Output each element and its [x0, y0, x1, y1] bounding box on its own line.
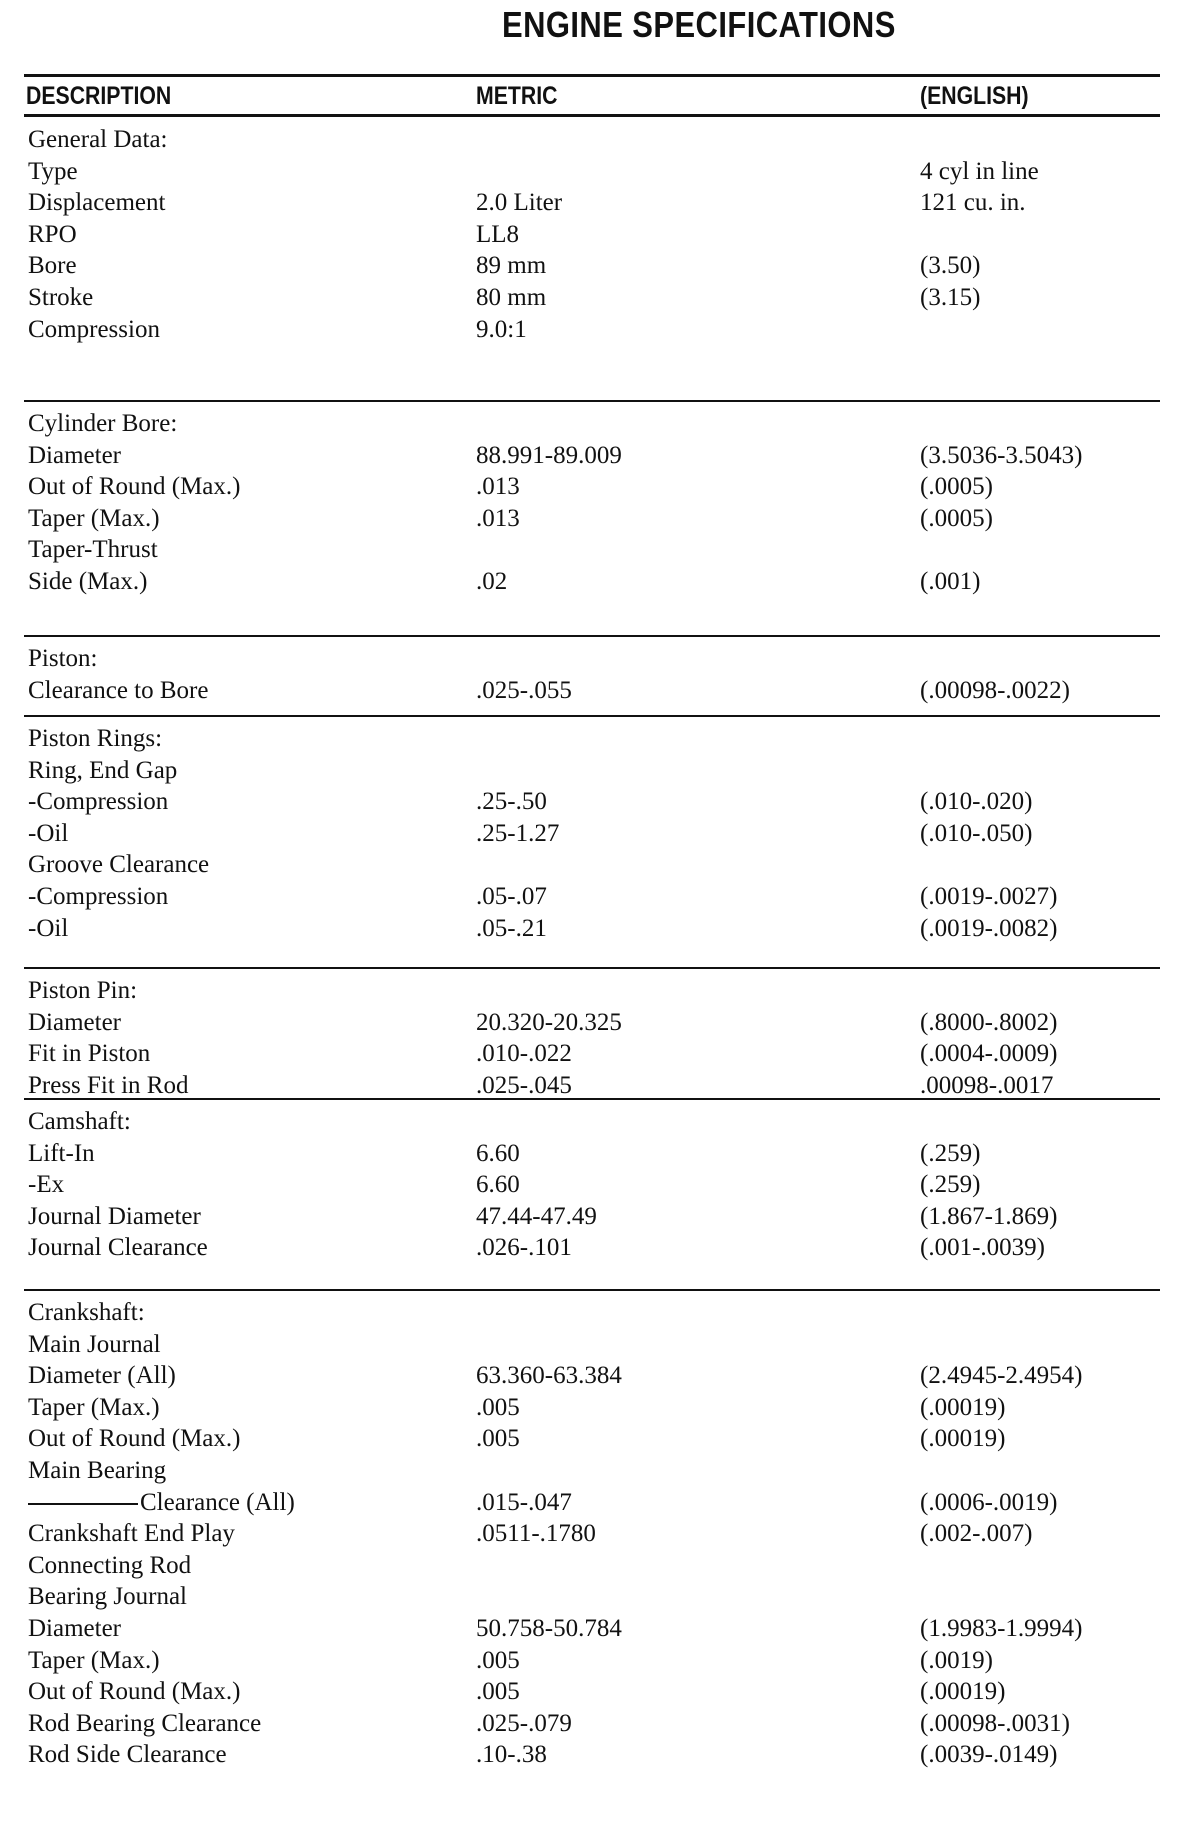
row-english-value: (.0004-.0009)	[920, 1040, 1058, 1068]
table-row	[0, 566, 1184, 598]
row-metric-value: .025-.045	[476, 1071, 572, 1099]
row-metric-value: 50.758-50.784	[476, 1615, 622, 1642]
row-english-value: .00098-.0017	[920, 1071, 1054, 1099]
row-english-value: (.00098-.0022)	[920, 676, 1070, 704]
row-english-value: (3.5036-3.5043)	[920, 441, 1083, 469]
section-divider	[24, 400, 1160, 402]
row-english-value: (.010-.050)	[920, 819, 1033, 847]
row-description: Compression	[28, 315, 160, 343]
row-description: Side (Max.)	[28, 568, 148, 595]
row-description: RPO	[28, 220, 77, 248]
table-row	[0, 755, 1184, 787]
table-row	[0, 1613, 1184, 1645]
table-row	[0, 1329, 1184, 1361]
table-row	[0, 1487, 1184, 1519]
row-metric-value: .005	[476, 1425, 520, 1453]
row-description: Connecting Rod	[28, 1551, 192, 1579]
row-description: Lift-In	[28, 1139, 95, 1167]
table-row	[0, 1297, 1184, 1329]
row-metric-value: .025-.079	[476, 1709, 572, 1737]
table-row	[0, 975, 1184, 1007]
row-description: Piston:	[28, 645, 98, 672]
row-english-value: (.0005)	[920, 473, 993, 501]
table-row	[0, 314, 1184, 346]
row-metric-value: .0511-.1780	[476, 1520, 596, 1548]
row-description: Rod Side Clearance	[28, 1741, 227, 1769]
table-row	[0, 1676, 1184, 1708]
table-row	[0, 1232, 1184, 1264]
row-english-value: (1.9983-1.9994)	[920, 1615, 1083, 1642]
table-row	[0, 250, 1184, 282]
row-description: Displacement	[28, 189, 166, 217]
row-metric-value: .25-.50	[476, 788, 547, 816]
table-row	[0, 1169, 1184, 1201]
table-row	[0, 1423, 1184, 1455]
table-row	[0, 675, 1184, 707]
row-description: -Ex	[28, 1171, 65, 1199]
row-metric-value: 89 mm	[476, 252, 547, 280]
row-english-value: (.002-.007)	[920, 1520, 1033, 1548]
table-row	[0, 1106, 1184, 1138]
row-english-value: (.00019)	[920, 1393, 1006, 1421]
row-description: Journal Clearance	[28, 1234, 208, 1262]
table-row	[0, 1201, 1184, 1233]
row-metric-value: 9.0:1	[476, 315, 527, 343]
row-description: Bearing Journal	[28, 1583, 187, 1611]
row-metric-value: .005	[476, 1678, 520, 1706]
row-description: -Oil	[28, 914, 69, 942]
row-metric-value: 63.360-63.384	[476, 1362, 622, 1390]
row-metric-value: .02	[476, 568, 508, 595]
column-header-english: (ENGLISH)	[920, 82, 1029, 110]
row-description: Taper (Max.)	[28, 504, 160, 532]
row-english-value: (.001-.0039)	[920, 1234, 1045, 1262]
row-metric-value: 47.44-47.49	[476, 1202, 597, 1230]
table-row	[0, 1360, 1184, 1392]
row-english-value: (.010-.020)	[920, 788, 1033, 816]
row-english-value: (.8000-.8002)	[920, 1008, 1058, 1036]
row-description: Diameter	[28, 1615, 122, 1642]
table-row	[0, 818, 1184, 850]
row-english-value: (.00019)	[920, 1678, 1006, 1706]
row-metric-value: .10-.38	[476, 1741, 547, 1769]
row-metric-value: 88.991-89.009	[476, 441, 622, 469]
row-description: Fit in Piston	[28, 1040, 151, 1068]
row-description: Out of Round (Max.)	[28, 473, 241, 501]
section-divider	[24, 635, 1160, 637]
row-metric-value: 20.320-20.325	[476, 1008, 622, 1036]
row-description: Main Bearing	[28, 1457, 167, 1484]
row-english-value: (2.4945-2.4954)	[920, 1362, 1083, 1390]
row-metric-value: 80 mm	[476, 284, 547, 311]
table-row	[0, 1392, 1184, 1424]
leader-dash	[28, 1503, 138, 1505]
page-title: ENGINE SPECIFICATIONS	[502, 4, 896, 45]
table-row	[0, 1455, 1184, 1487]
row-metric-value: .05-.07	[476, 883, 547, 910]
row-description: Taper (Max.)	[28, 1646, 160, 1674]
row-english-value: (3.15)	[920, 284, 981, 311]
table-row	[0, 1708, 1184, 1740]
row-english-value: (.001)	[920, 568, 981, 595]
row-description: -Oil	[28, 819, 69, 847]
row-description: Main Journal	[28, 1330, 161, 1358]
row-english-value: (.0006-.0019)	[920, 1488, 1058, 1516]
row-english-value: (.0019-.0027)	[920, 883, 1058, 910]
row-description: General Data:	[28, 126, 168, 153]
section-divider	[24, 1289, 1160, 1291]
row-english-value: (.0005)	[920, 504, 993, 532]
row-description: -Compression	[28, 788, 169, 816]
row-metric-value: .026-.101	[476, 1234, 572, 1262]
table-row	[0, 503, 1184, 535]
row-metric-value: 2.0 Liter	[476, 189, 563, 217]
row-english-value: (.0019)	[920, 1646, 993, 1674]
row-description: Diameter (All)	[28, 1362, 176, 1390]
row-english-value: (.0019-.0082)	[920, 914, 1058, 942]
row-description: Taper (Max.)	[28, 1393, 160, 1421]
row-metric-value: .005	[476, 1393, 520, 1421]
table-row	[0, 1038, 1184, 1070]
section-divider	[24, 715, 1160, 717]
row-description: Ring, End Gap	[28, 756, 178, 784]
section-divider	[24, 967, 1160, 969]
table-row	[0, 471, 1184, 503]
column-header-metric: METRIC	[476, 82, 558, 110]
table-row	[0, 440, 1184, 472]
table-row	[0, 881, 1184, 913]
row-description: Press Fit in Rod	[28, 1071, 189, 1099]
row-metric-value: 6.60	[476, 1139, 520, 1167]
row-metric-value: .013	[476, 504, 520, 532]
row-description: Clearance (All)	[28, 1487, 295, 1519]
row-description: Out of Round (Max.)	[28, 1678, 241, 1706]
row-description: Piston Pin:	[28, 977, 138, 1004]
row-description: Type	[28, 157, 78, 185]
row-description: Diameter	[28, 1008, 122, 1036]
row-english-value: (.00019)	[920, 1425, 1006, 1453]
row-description: Taper-Thrust	[28, 536, 158, 564]
row-english-value: 4 cyl in line	[920, 157, 1039, 185]
row-english-value: (3.50)	[920, 252, 981, 280]
row-english-value: (.259)	[920, 1139, 981, 1167]
row-description: Camshaft:	[28, 1108, 131, 1135]
row-metric-value: .025-.055	[476, 676, 572, 704]
table-row	[0, 1007, 1184, 1039]
row-description: -Compression	[28, 883, 169, 910]
row-english-value: (1.867-1.869)	[920, 1202, 1058, 1230]
row-english-value: (.00098-.0031)	[920, 1709, 1070, 1737]
row-description: Rod Bearing Clearance	[28, 1709, 262, 1737]
row-english-value: (.0039-.0149)	[920, 1741, 1058, 1769]
row-metric-value: LL8	[476, 220, 520, 248]
row-description: Piston Rings:	[28, 725, 163, 752]
table-row	[0, 849, 1184, 881]
row-description: Out of Round (Max.)	[28, 1425, 241, 1453]
table-row	[0, 1550, 1184, 1582]
table-row	[0, 643, 1184, 675]
row-metric-value: .013	[476, 473, 520, 501]
row-metric-value: .25-1.27	[476, 819, 560, 847]
row-metric-value: .005	[476, 1646, 520, 1674]
table-row	[0, 1070, 1184, 1102]
column-header-description: DESCRIPTION	[26, 82, 172, 110]
row-description: Crankshaft:	[28, 1299, 145, 1326]
table-row	[0, 1518, 1184, 1550]
row-english-value: (.259)	[920, 1171, 981, 1199]
row-description: Journal Diameter	[28, 1202, 201, 1230]
row-metric-value: .010-.022	[476, 1040, 572, 1068]
row-description: Bore	[28, 252, 77, 280]
row-description: Diameter	[28, 441, 122, 469]
row-description: Crankshaft End Play	[28, 1520, 235, 1548]
table-row	[0, 219, 1184, 251]
table-row	[0, 408, 1184, 440]
row-description: Stroke	[28, 284, 94, 311]
table-row	[0, 187, 1184, 219]
table-row	[0, 1581, 1184, 1613]
row-description: Groove Clearance	[28, 851, 210, 879]
table-row	[0, 282, 1184, 314]
row-metric-value: 6.60	[476, 1171, 520, 1199]
row-english-value: 121 cu. in.	[920, 189, 1026, 217]
row-description: Cylinder Bore:	[28, 410, 178, 437]
table-row	[0, 1138, 1184, 1170]
table-row	[0, 534, 1184, 566]
table-row	[0, 156, 1184, 188]
row-metric-value: .05-.21	[476, 914, 547, 942]
table-row	[0, 124, 1184, 156]
table-row	[0, 1739, 1184, 1771]
table-row	[0, 913, 1184, 945]
table-row	[0, 786, 1184, 818]
table-row	[0, 1645, 1184, 1677]
row-description: Clearance to Bore	[28, 676, 209, 704]
row-metric-value: .015-.047	[476, 1488, 572, 1516]
table-row	[0, 723, 1184, 755]
